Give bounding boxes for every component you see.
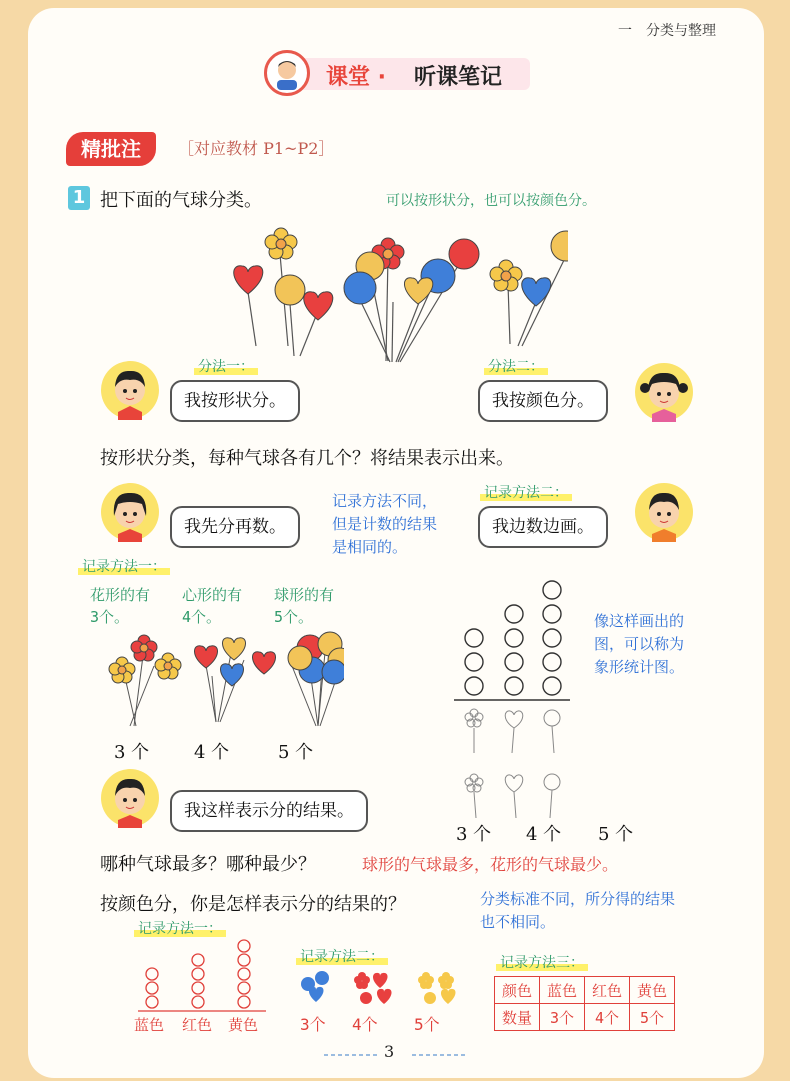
boy-avatar-icon <box>100 768 160 828</box>
question-most-least: 哪种气球最多？哪种最少？ <box>100 854 316 875</box>
group-round-count: 5 个 <box>278 742 314 763</box>
section-header: 一 分类与整理 <box>618 23 716 39</box>
color-record3-label: 记录方法三： <box>496 955 588 971</box>
speech-show-result: 我这样表示分的结果。 <box>170 790 368 832</box>
color-count-table <box>494 976 675 1031</box>
balloons-illustration <box>218 216 568 366</box>
group-flower-count: 3 个 <box>114 742 150 763</box>
color-record2-label: 记录方法二： <box>296 949 388 965</box>
question-number: 1 <box>68 186 90 210</box>
boy-avatar-icon <box>634 482 694 542</box>
pictograph-note: 像这样画出的 图，可以称为 象形统计图。 <box>594 612 685 676</box>
girl-avatar-icon <box>100 482 160 542</box>
textbook-reference: ［对应教材 P1~P2］ <box>178 139 335 158</box>
pictograph <box>448 568 578 818</box>
method2-label: 分法二： <box>484 359 548 375</box>
speech-count-draw: 我边数边画。 <box>478 506 608 548</box>
group-round-note: 球形的有 5个。 <box>274 586 335 626</box>
page <box>28 8 764 1078</box>
group-flower-note: 花形的有 3个。 <box>90 586 151 626</box>
table-row: 颜色 蓝色 红色 黄色 <box>495 977 675 1004</box>
girl-avatar-icon <box>634 362 694 422</box>
method1-speech: 我按形状分。 <box>170 380 300 422</box>
color-circle-columns <box>136 934 276 1014</box>
answer-most-least: 球形的气球最多，花形的气球最少。 <box>362 855 619 874</box>
method2-speech: 我按颜色分。 <box>478 380 608 422</box>
annotation-badge: 精批注 <box>66 132 156 166</box>
speech-count-after: 我先分再数。 <box>170 506 300 548</box>
prompt-shape-count: 按形状分类，每种气球各有几个？将结果表示出来。 <box>100 448 514 469</box>
page-number-decoration <box>320 1048 470 1062</box>
question-text: 把下面的气球分类。 <box>100 190 262 211</box>
color-count-red: 4个 <box>352 1015 378 1034</box>
banner-title-red: 课堂 · <box>326 65 387 90</box>
color-cat-red: 红色 <box>182 1016 213 1034</box>
method1-label: 分法一： <box>194 359 258 375</box>
color-cat-blue: 蓝色 <box>134 1016 165 1034</box>
criteria-note: 分类标准不同，所分得的结果 也不相同。 <box>480 890 676 931</box>
banner-title: 听课笔记 <box>414 65 503 90</box>
page-number: 3 <box>384 1042 395 1061</box>
color-cat-yellow: 黄色 <box>228 1016 259 1034</box>
teacher-avatar-icon <box>264 50 310 96</box>
table-row: 数量 3个 4个 5个 <box>495 1004 675 1031</box>
question-note: 可以按形状分，也可以按颜色分。 <box>386 193 596 209</box>
group-heart-note: 心形的有 4个。 <box>182 586 243 626</box>
pictograph-count-heart: 4 个 <box>526 824 562 845</box>
color-record1-label: 记录方法一： <box>134 921 226 937</box>
color-count-blue: 3个 <box>300 1015 326 1034</box>
boy-avatar-icon <box>100 360 160 420</box>
record-method2-label: 记录方法二： <box>480 485 572 501</box>
question-by-color: 按颜色分，你是怎样表示分的结果的？ <box>100 894 406 915</box>
pictograph-count-flower: 3 个 <box>456 824 492 845</box>
lesson-banner <box>264 50 532 96</box>
color-count-yellow: 5个 <box>414 1015 440 1034</box>
record-method1-label: 记录方法一： <box>78 559 170 575</box>
pictograph-count-round: 5 个 <box>598 824 634 845</box>
color-groups-illustration <box>296 968 466 1008</box>
group-heart-count: 4 个 <box>194 742 230 763</box>
shape-groups-illustration <box>94 626 344 736</box>
record-difference-note: 记录方法不同， 但是计数的结果 是相同的。 <box>332 492 438 556</box>
